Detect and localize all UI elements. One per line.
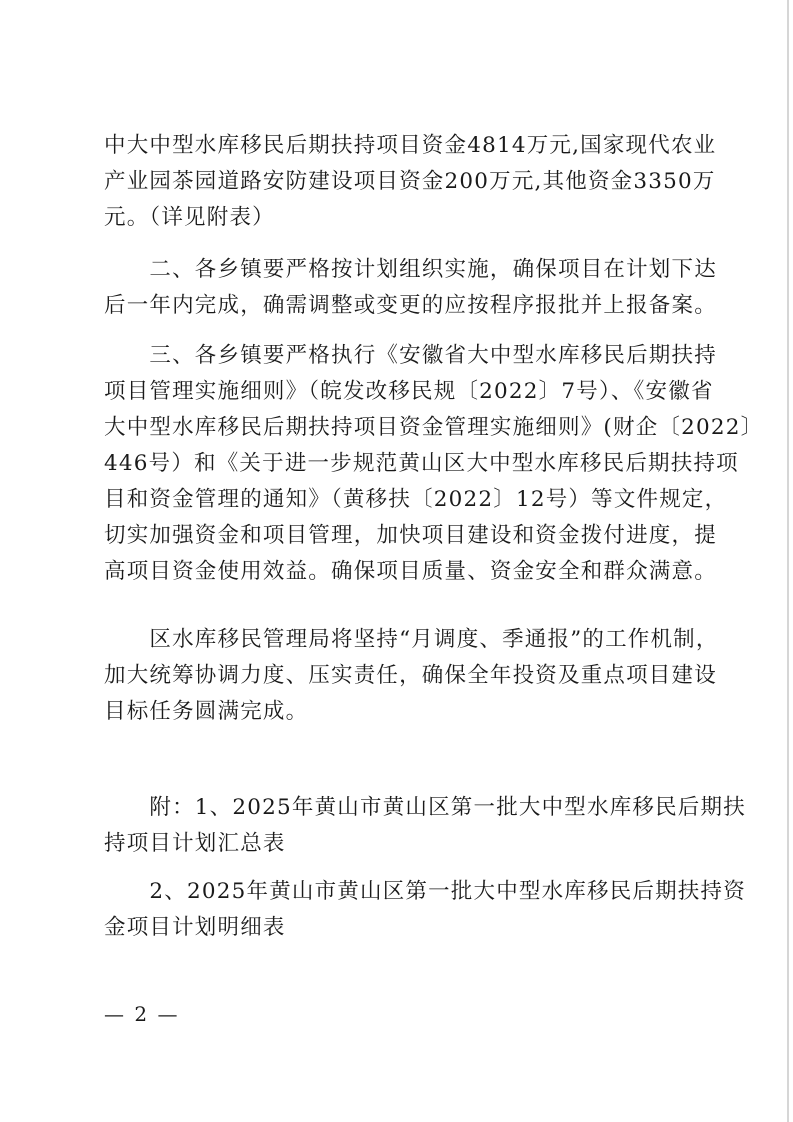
text-line: 目和资金管理的通知》（黄移扶〔2022〕12号）等文件规定， bbox=[104, 487, 728, 512]
text-line: 大中型水库移民后期扶持项目资金管理实施细则》(财企〔2022〕 bbox=[104, 415, 764, 440]
text-line: 后一年内完成，确需调整或变更的应按程序报批并上报备案。 bbox=[104, 293, 717, 318]
text-line: 目标任务圆满完成。 bbox=[104, 699, 309, 724]
text-line: 2、2025年黄山市黄山区第一批大中型水库移民后期扶持资 bbox=[104, 879, 746, 904]
text-line: 持项目计划汇总表 bbox=[104, 831, 286, 856]
paragraph-item-two bbox=[104, 252, 717, 324]
text-line: 切实加强资金和项目管理，加快项目建设和资金拨付进度，提 bbox=[104, 523, 717, 548]
attachment-two bbox=[104, 874, 746, 946]
text-line: 项目管理实施细则》（皖发改移民规〔2022〕7号）、《安徽省 bbox=[104, 379, 714, 404]
paragraph-item-three bbox=[104, 338, 764, 590]
text-line: 区水库移民管理局将坚持“月调度、季通报”的工作机制， bbox=[104, 627, 719, 652]
text-line: 元。（详见附表） bbox=[104, 205, 275, 230]
paragraph-bureau-commitment bbox=[104, 622, 719, 730]
text-line: 产业园茶园道路安防建设项目资金200万元,其他资金3350万 bbox=[104, 169, 716, 194]
attachment-one bbox=[104, 790, 746, 862]
text-line: 加大统筹协调力度、压实责任，确保全年投资及重点项目建设 bbox=[104, 663, 717, 688]
text-line: 二、各乡镇要严格按计划组织实施，确保项目在计划下达 bbox=[104, 257, 717, 282]
scan-edge-line bbox=[787, 0, 789, 1122]
text-line: 高项目资金使用效益。确保项目质量、资金安全和群众满意。 bbox=[104, 559, 717, 584]
paragraph-funding-summary bbox=[104, 128, 717, 236]
text-line: 三、各乡镇要严格执行《安徽省大中型水库移民后期扶持 bbox=[104, 343, 717, 368]
page-number: — 2 — bbox=[104, 1002, 180, 1026]
text-line: 金项目计划明细表 bbox=[104, 915, 286, 940]
text-line: 446号）和《关于进一步规范黄山区大中型水库移民后期扶持项 bbox=[104, 451, 739, 476]
text-line: 中大中型水库移民后期扶持项目资金4814万元,国家现代农业 bbox=[104, 133, 717, 158]
text-line: 附：1、2025年黄山市黄山区第一批大中型水库移民后期扶 bbox=[104, 795, 746, 820]
